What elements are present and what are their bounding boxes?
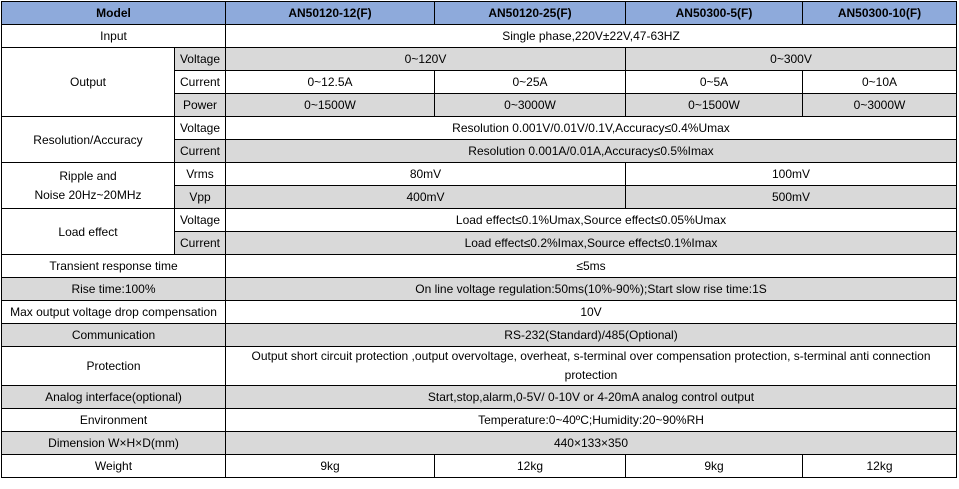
dimension-row	[2, 432, 957, 455]
load-voltage-label: Voltage	[175, 209, 226, 232]
dimension-value: 440×133×350	[226, 432, 957, 455]
output-voltage-row	[2, 48, 957, 71]
ripple-label-line1: Ripple and	[59, 168, 117, 183]
weight-1: 9kg	[226, 455, 435, 478]
input-row	[2, 25, 957, 48]
resolution-current-value: Resolution 0.001A/0.01A,Accuracy≤0.5%Imax	[226, 140, 957, 163]
ripple-vpp-label: Vpp	[175, 186, 226, 209]
drop-label: Max output voltage drop compensation	[2, 301, 226, 324]
weight-label: Weight	[2, 455, 226, 478]
model-4: AN50300-10(F)	[803, 2, 957, 25]
resolution-voltage-value: Resolution 0.001V/0.01V/0.1V,Accuracy≤0.4%Umax	[226, 117, 957, 140]
model-1: AN50120-12(F)	[226, 2, 435, 25]
input-label: Input	[2, 25, 226, 48]
output-current-3: 0~5A	[626, 71, 803, 94]
model-3: AN50300-5(F)	[626, 2, 803, 25]
drop-row	[2, 301, 957, 324]
transient-row	[2, 255, 957, 278]
transient-value: ≤5ms	[226, 255, 957, 278]
rise-label: Rise time:100%	[2, 278, 226, 301]
spec-table	[1, 1, 957, 478]
output-voltage-300: 0~300V	[626, 48, 957, 71]
output-voltage-label: Voltage	[175, 48, 226, 71]
output-current-1: 0~12.5A	[226, 71, 435, 94]
ripple-vrms-row	[2, 163, 957, 186]
comm-value: RS-232(Standard)/485(Optional)	[226, 324, 957, 347]
analog-label: Analog interface(optional)	[2, 386, 226, 409]
output-power-3: 0~1500W	[626, 94, 803, 117]
ripple-label	[2, 163, 175, 209]
comm-label: Communication	[2, 324, 226, 347]
load-voltage-value: Load effect≤0.1%Umax,Source effect≤0.05%Umax	[226, 209, 957, 232]
drop-value: 10V	[226, 301, 957, 324]
dimension-label: Dimension W×H×D(mm)	[2, 432, 226, 455]
comm-row	[2, 324, 957, 347]
output-current-2: 0~25A	[435, 71, 626, 94]
output-current-label: Current	[175, 71, 226, 94]
protection-label: Protection	[2, 347, 226, 386]
ripple-vpp-2: 500mV	[626, 186, 957, 209]
resolution-current-label: Current	[175, 140, 226, 163]
weight-4: 12kg	[803, 455, 957, 478]
output-power-2: 0~3000W	[435, 94, 626, 117]
resolution-voltage-label: Voltage	[175, 117, 226, 140]
ripple-vrms-1: 80mV	[226, 163, 626, 186]
model-header: Model	[2, 2, 226, 25]
model-2: AN50120-25(F)	[435, 2, 626, 25]
env-value: Temperature:0~40ºC;Humidity:20~90%RH	[226, 409, 957, 432]
env-label: Environment	[2, 409, 226, 432]
load-effect-label: Load effect	[2, 209, 175, 255]
weight-3: 9kg	[626, 455, 803, 478]
ripple-vrms-2: 100mV	[626, 163, 957, 186]
output-label: Output	[2, 48, 175, 117]
load-voltage-row	[2, 209, 957, 232]
env-row	[2, 409, 957, 432]
protection-row	[2, 347, 957, 386]
load-current-label: Current	[175, 232, 226, 255]
header-row	[2, 2, 957, 25]
ripple-vpp-1: 400mV	[226, 186, 626, 209]
output-voltage-120: 0~120V	[226, 48, 626, 71]
resolution-label: Resolution/Accuracy	[2, 117, 175, 163]
protection-value: Output short circuit protection ,output overvoltage, overheat, s-terminal over compensation protection, s-terminal anti connection protection	[226, 347, 957, 386]
rise-row	[2, 278, 957, 301]
output-power-label: Power	[175, 94, 226, 117]
analog-row	[2, 386, 957, 409]
output-power-4: 0~3000W	[803, 94, 957, 117]
weight-row	[2, 455, 957, 478]
weight-2: 12kg	[435, 455, 626, 478]
ripple-label-line2: Noise 20Hz~20MHz	[34, 187, 142, 202]
load-current-value: Load effect≤0.2%Imax,Source effect≤0.1%Imax	[226, 232, 957, 255]
rise-value: On line voltage regulation:50ms(10%-90%);Start slow rise time:1S	[226, 278, 957, 301]
input-value: Single phase,220V±22V,47-63HZ	[226, 25, 957, 48]
analog-value: Start,stop,alarm,0-5V/ 0-10V or 4-20mA analog control output	[226, 386, 957, 409]
transient-label: Transient response time	[2, 255, 226, 278]
ripple-vrms-label: Vrms	[175, 163, 226, 186]
output-power-1: 0~1500W	[226, 94, 435, 117]
resolution-voltage-row	[2, 117, 957, 140]
output-current-4: 0~10A	[803, 71, 957, 94]
